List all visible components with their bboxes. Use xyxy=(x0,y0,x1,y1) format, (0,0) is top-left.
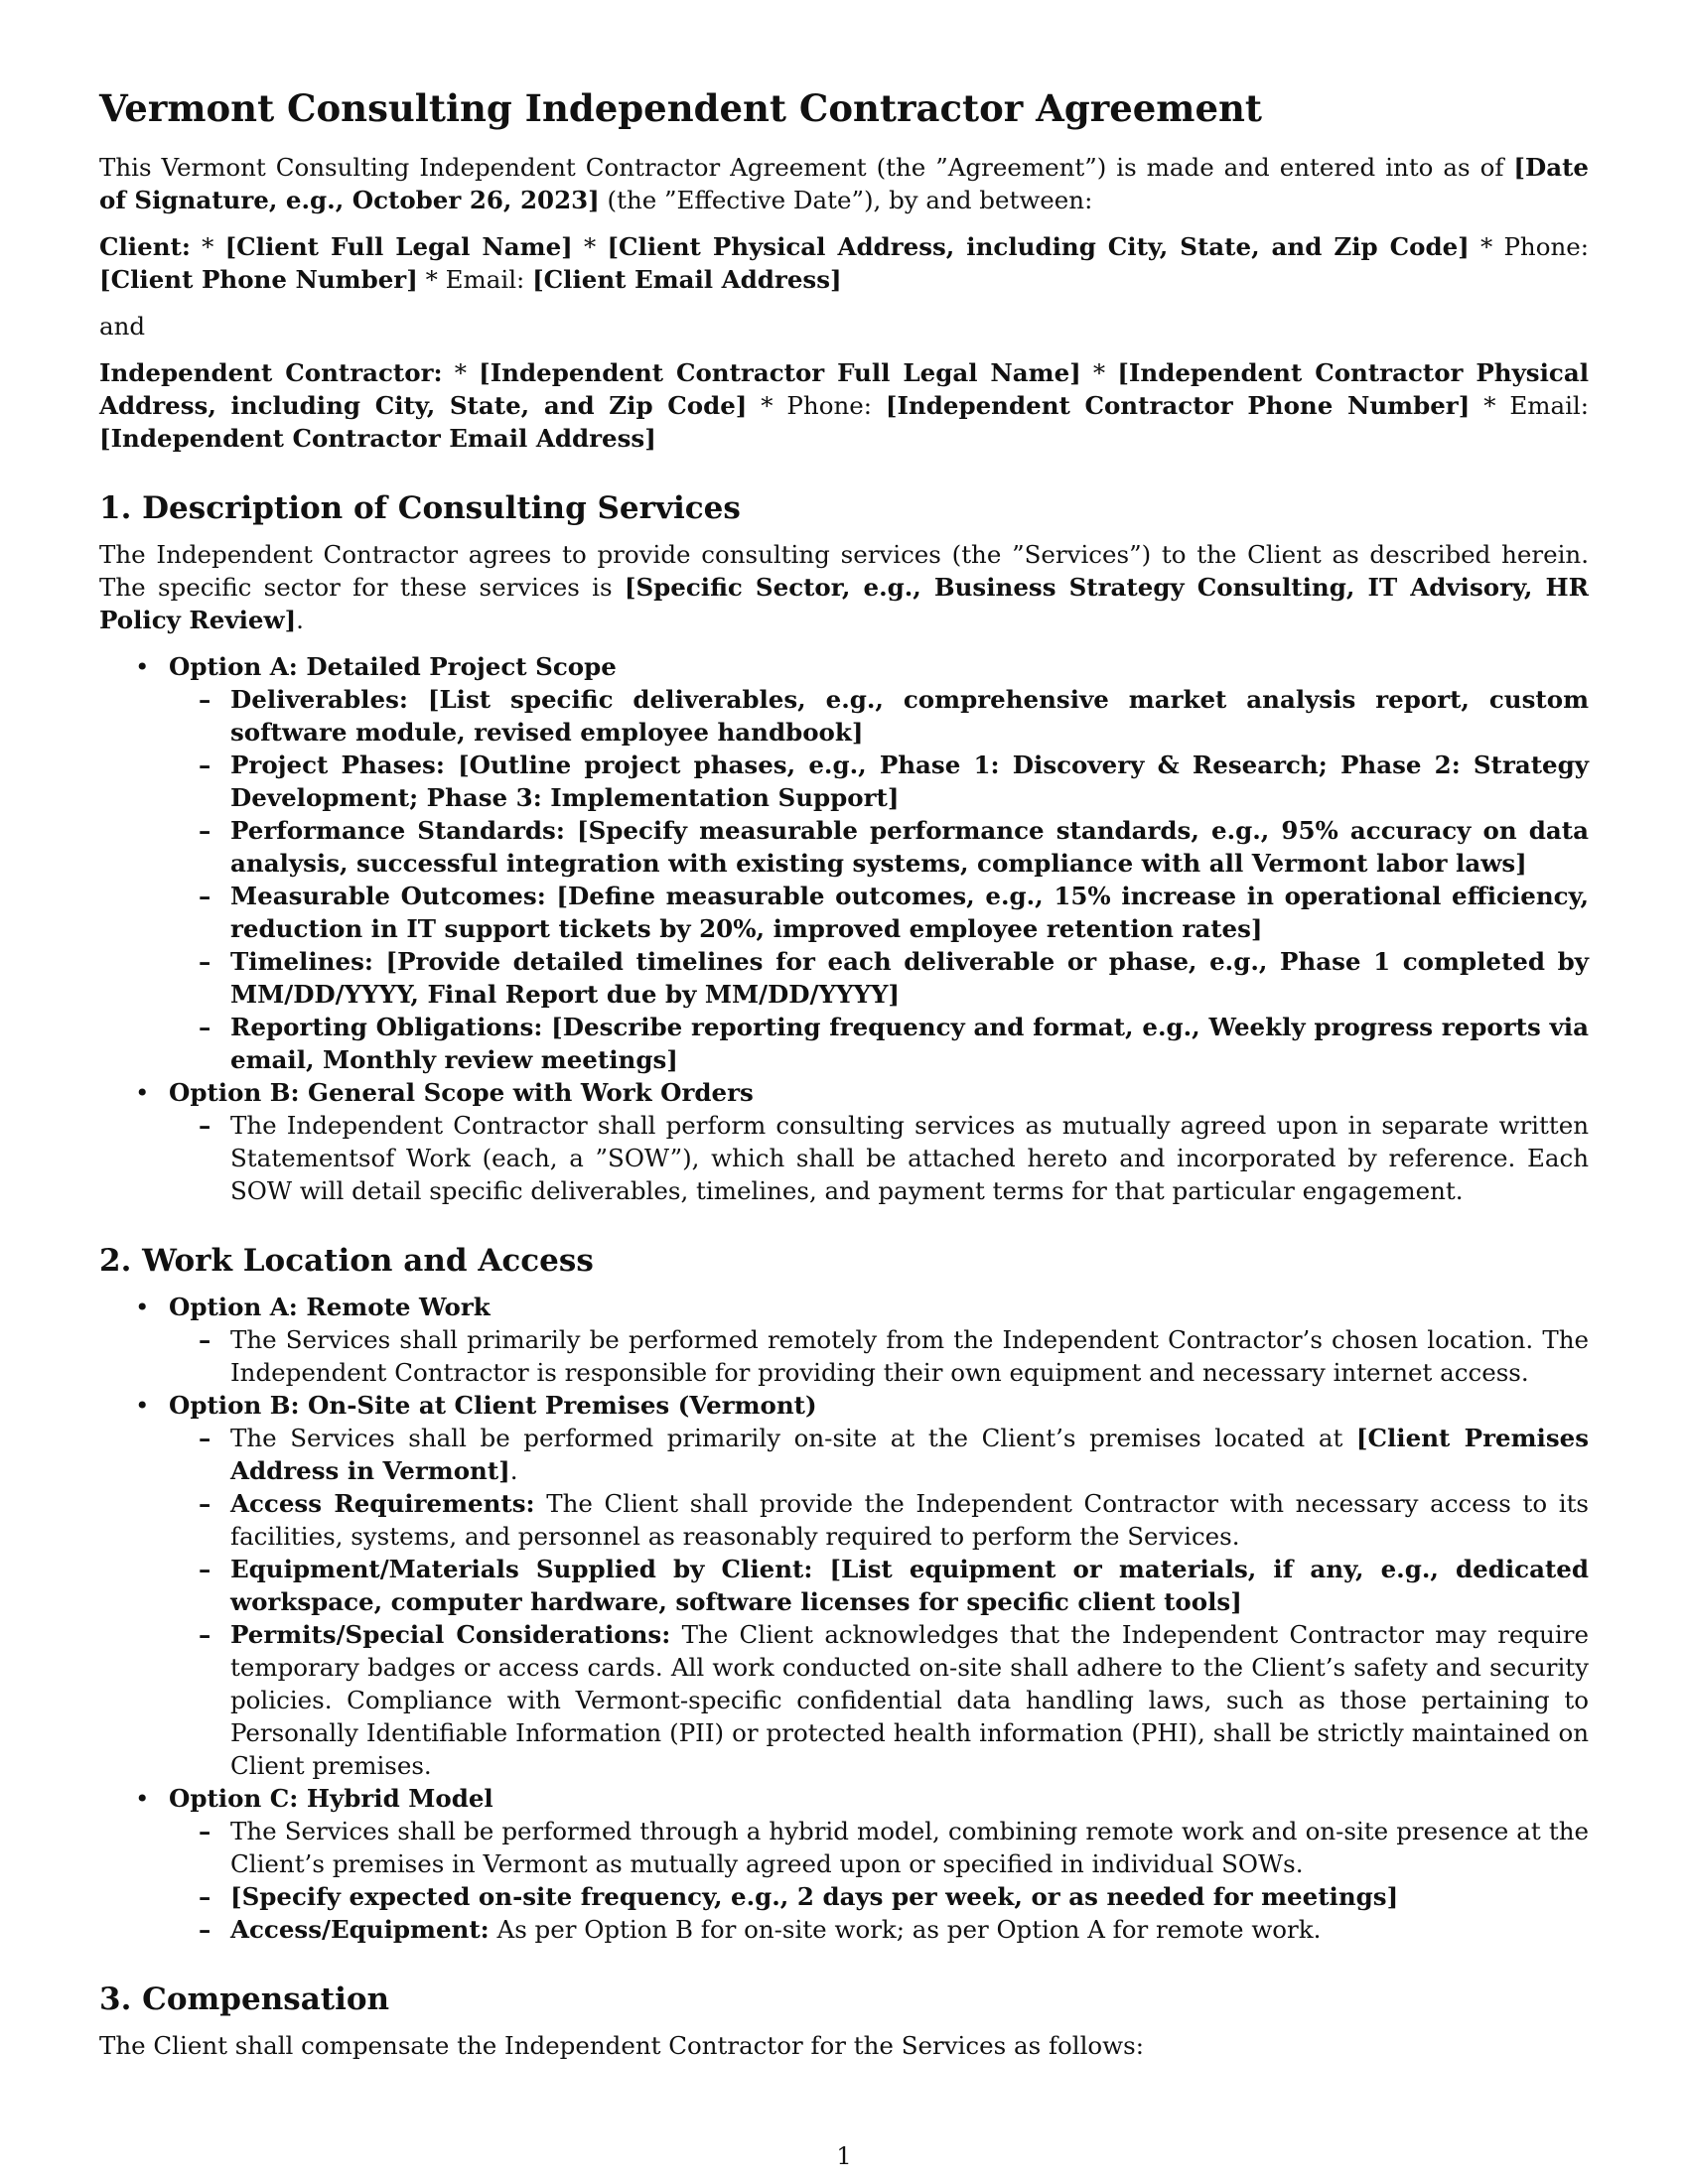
option-label: Option A: Detailed Project Scope xyxy=(169,652,617,681)
list-item: – Timelines: [Provide detailed timelines for each deliverable or phase, e.g., Phase 1 completed by MM/DD/YYYY, Final Report due by MM/DD/YYYY] xyxy=(169,945,1589,1011)
contractor-email-placeholder: [Independent Contractor Email Address] xyxy=(99,424,656,453)
page-number: 1 xyxy=(836,2142,852,2170)
option-label: Option B: General Scope with Work Orders xyxy=(169,1078,754,1107)
client-phone-placeholder: [Client Phone Number] xyxy=(99,265,418,294)
option-a-scope xyxy=(99,650,1589,1076)
option-c-hybrid xyxy=(99,1782,1589,1946)
client-label: Client: xyxy=(99,232,191,261)
section-1-heading: 1. Description of Consulting Services xyxy=(99,490,741,526)
client-address-placeholder: [Client Physical Address, including City, State, and Zip Code] xyxy=(607,232,1470,261)
list-item: – Deliverables: [List specific deliverables, e.g., comprehensive market analysis report, custom software module, revised employee handbook] xyxy=(169,683,1589,749)
section-2-heading: 2. Work Location and Access xyxy=(99,1243,594,1279)
and-connector: and xyxy=(99,312,146,341)
document-page xyxy=(99,85,1589,2076)
option-label: Option B: On-Site at Client Premises (Vermont) xyxy=(169,1391,817,1420)
list-item: – Performance Standards: [Specify measurable performance standards, e.g., 95% accuracy on data analysis, successful integration with existing systems, compliance with all Vermont labor laws] xyxy=(169,814,1589,880)
list-item: – [Specify expected on-site frequency, e.g., 2 days per week, or as needed for meetings] xyxy=(169,1880,1589,1913)
list-item: – Access Requirements: The Client shall provide the Independent Contractor with necessary access to its facilities, systems, and personnel as reasonably required to perform the Services. xyxy=(169,1487,1589,1553)
client-email-placeholder: [Client Email Address] xyxy=(532,265,842,294)
contractor-party-block: Independent Contractor: * [Independent Contractor Full Legal Name] * [Independent Contractor Physical Address, including City, State, and Zip Code] * Phone: [Independent Contractor Phone Number] * Email: [Independent Contractor Email Address] xyxy=(99,358,1590,453)
client-name-placeholder: [Client Full Legal Name] xyxy=(224,232,573,261)
list-item: – The Services shall be performed through a hybrid model, combining remote work and on-site presence at the Client’s premises in Vermont as mutually agreed upon or specified in individual SOWs. xyxy=(169,1815,1589,1880)
contractor-name-placeholder: [Independent Contractor Full Legal Name] xyxy=(479,358,1081,387)
contractor-phone-placeholder: [Independent Contractor Phone Number] xyxy=(885,391,1471,420)
effective-date-placeholder: [Date of Signature, e.g., October 26, 2023] xyxy=(99,153,1589,214)
option-a-remote xyxy=(99,1291,1589,1389)
section-3-intro: The Client shall compensate the Independent Contractor for the Services as follows: xyxy=(99,2031,1144,2060)
option-b-scope xyxy=(99,1076,1589,1207)
section-2-options xyxy=(99,1291,1589,1946)
contractor-label: Independent Contractor: xyxy=(99,358,443,387)
option-label: Option A: Remote Work xyxy=(169,1293,491,1321)
list-item: – Access/Equipment: As per Option B for on-site work; as per Option A for remote work. xyxy=(169,1913,1589,1946)
list-item: – The Independent Contractor shall perform consulting services as mutually agreed upon in separate written Statementsof Work (each, a ”SOW”), which shall be attached hereto and incorporated by reference. Each SOW will detail specific deliverables, timelines, and payment terms for that particular engagement. xyxy=(169,1109,1589,1207)
section-1-intro: The Independent Contractor agrees to provide consulting services (the ”Services”) to the Client as described herein. The specific sector for these services is [Specific Sector, e.g., Business Strategy Consulting, IT Advisory, HR Policy Review]. xyxy=(99,540,1589,634)
intro-paragraph: This Vermont Consulting Independent Contractor Agreement (the ”Agreement”) is made and entered into as of [Date of Signature, e.g., October 26, 2023] (the ”Effective Date”), by and between: xyxy=(99,153,1589,214)
list-item: – The Services shall primarily be performed remotely from the Independent Contractor’s chosen location. The Independent Contractor is responsible for providing their own equipment and necessary internet access. xyxy=(169,1323,1589,1389)
section-3-heading: 3. Compensation xyxy=(99,1981,390,2017)
contractor-address-placeholder: [Independent Contractor Physical Address, including City, State, and Zip Code] xyxy=(99,358,1590,420)
list-item: – Project Phases: [Outline project phases, e.g., Phase 1: Discovery & Research; Phase 2: Strategy Development; Phase 3: Implementation Support] xyxy=(169,749,1589,814)
list-item: – Equipment/Materials Supplied by Client: [List equipment or materials, if any, e.g., dedicated workspace, computer hardware, software licenses for specific client tools] xyxy=(169,1553,1589,1618)
list-item: – The Services shall be performed primarily on-site at the Client’s premises located at [Client Premises Address in Vermont]. xyxy=(169,1422,1589,1487)
option-b-onsite xyxy=(99,1389,1589,1782)
list-item: – Reporting Obligations: [Describe reporting frequency and format, e.g., Weekly progress reports via email, Monthly review meetings] xyxy=(169,1011,1589,1076)
list-item: – Permits/Special Considerations: The Client acknowledges that the Independent Contractor may require temporary badges or access cards. All work conducted on-site shall adhere to the Client’s safety and security policies. Compliance with Vermont-specific confidential data handling laws, such as those pertaining to Personally Identifiable Information (PII) or protected health information (PHI), shall be strictly maintained on Client premises. xyxy=(169,1618,1589,1782)
sector-placeholder: [Specific Sector, e.g., Business Strategy Consulting, IT Advisory, HR Policy Review] xyxy=(99,573,1589,634)
list-item: – Measurable Outcomes: [Define measurable outcomes, e.g., 15% increase in operational efficiency, reduction in IT support tickets by 20%, improved employee retention rates] xyxy=(169,880,1589,945)
document-title: Vermont Consulting Independent Contractor Agreement xyxy=(99,86,1262,130)
option-label: Option C: Hybrid Model xyxy=(169,1784,493,1813)
client-party-block: Client: * [Client Full Legal Name] * [Client Physical Address, including City, State, and Zip Code] * Phone: [Client Phone Number] * Email: [Client Email Address] xyxy=(99,232,1589,294)
section-1-options xyxy=(99,650,1589,1207)
premises-address-placeholder: [Client Premises Address in Vermont] xyxy=(230,1424,1589,1485)
